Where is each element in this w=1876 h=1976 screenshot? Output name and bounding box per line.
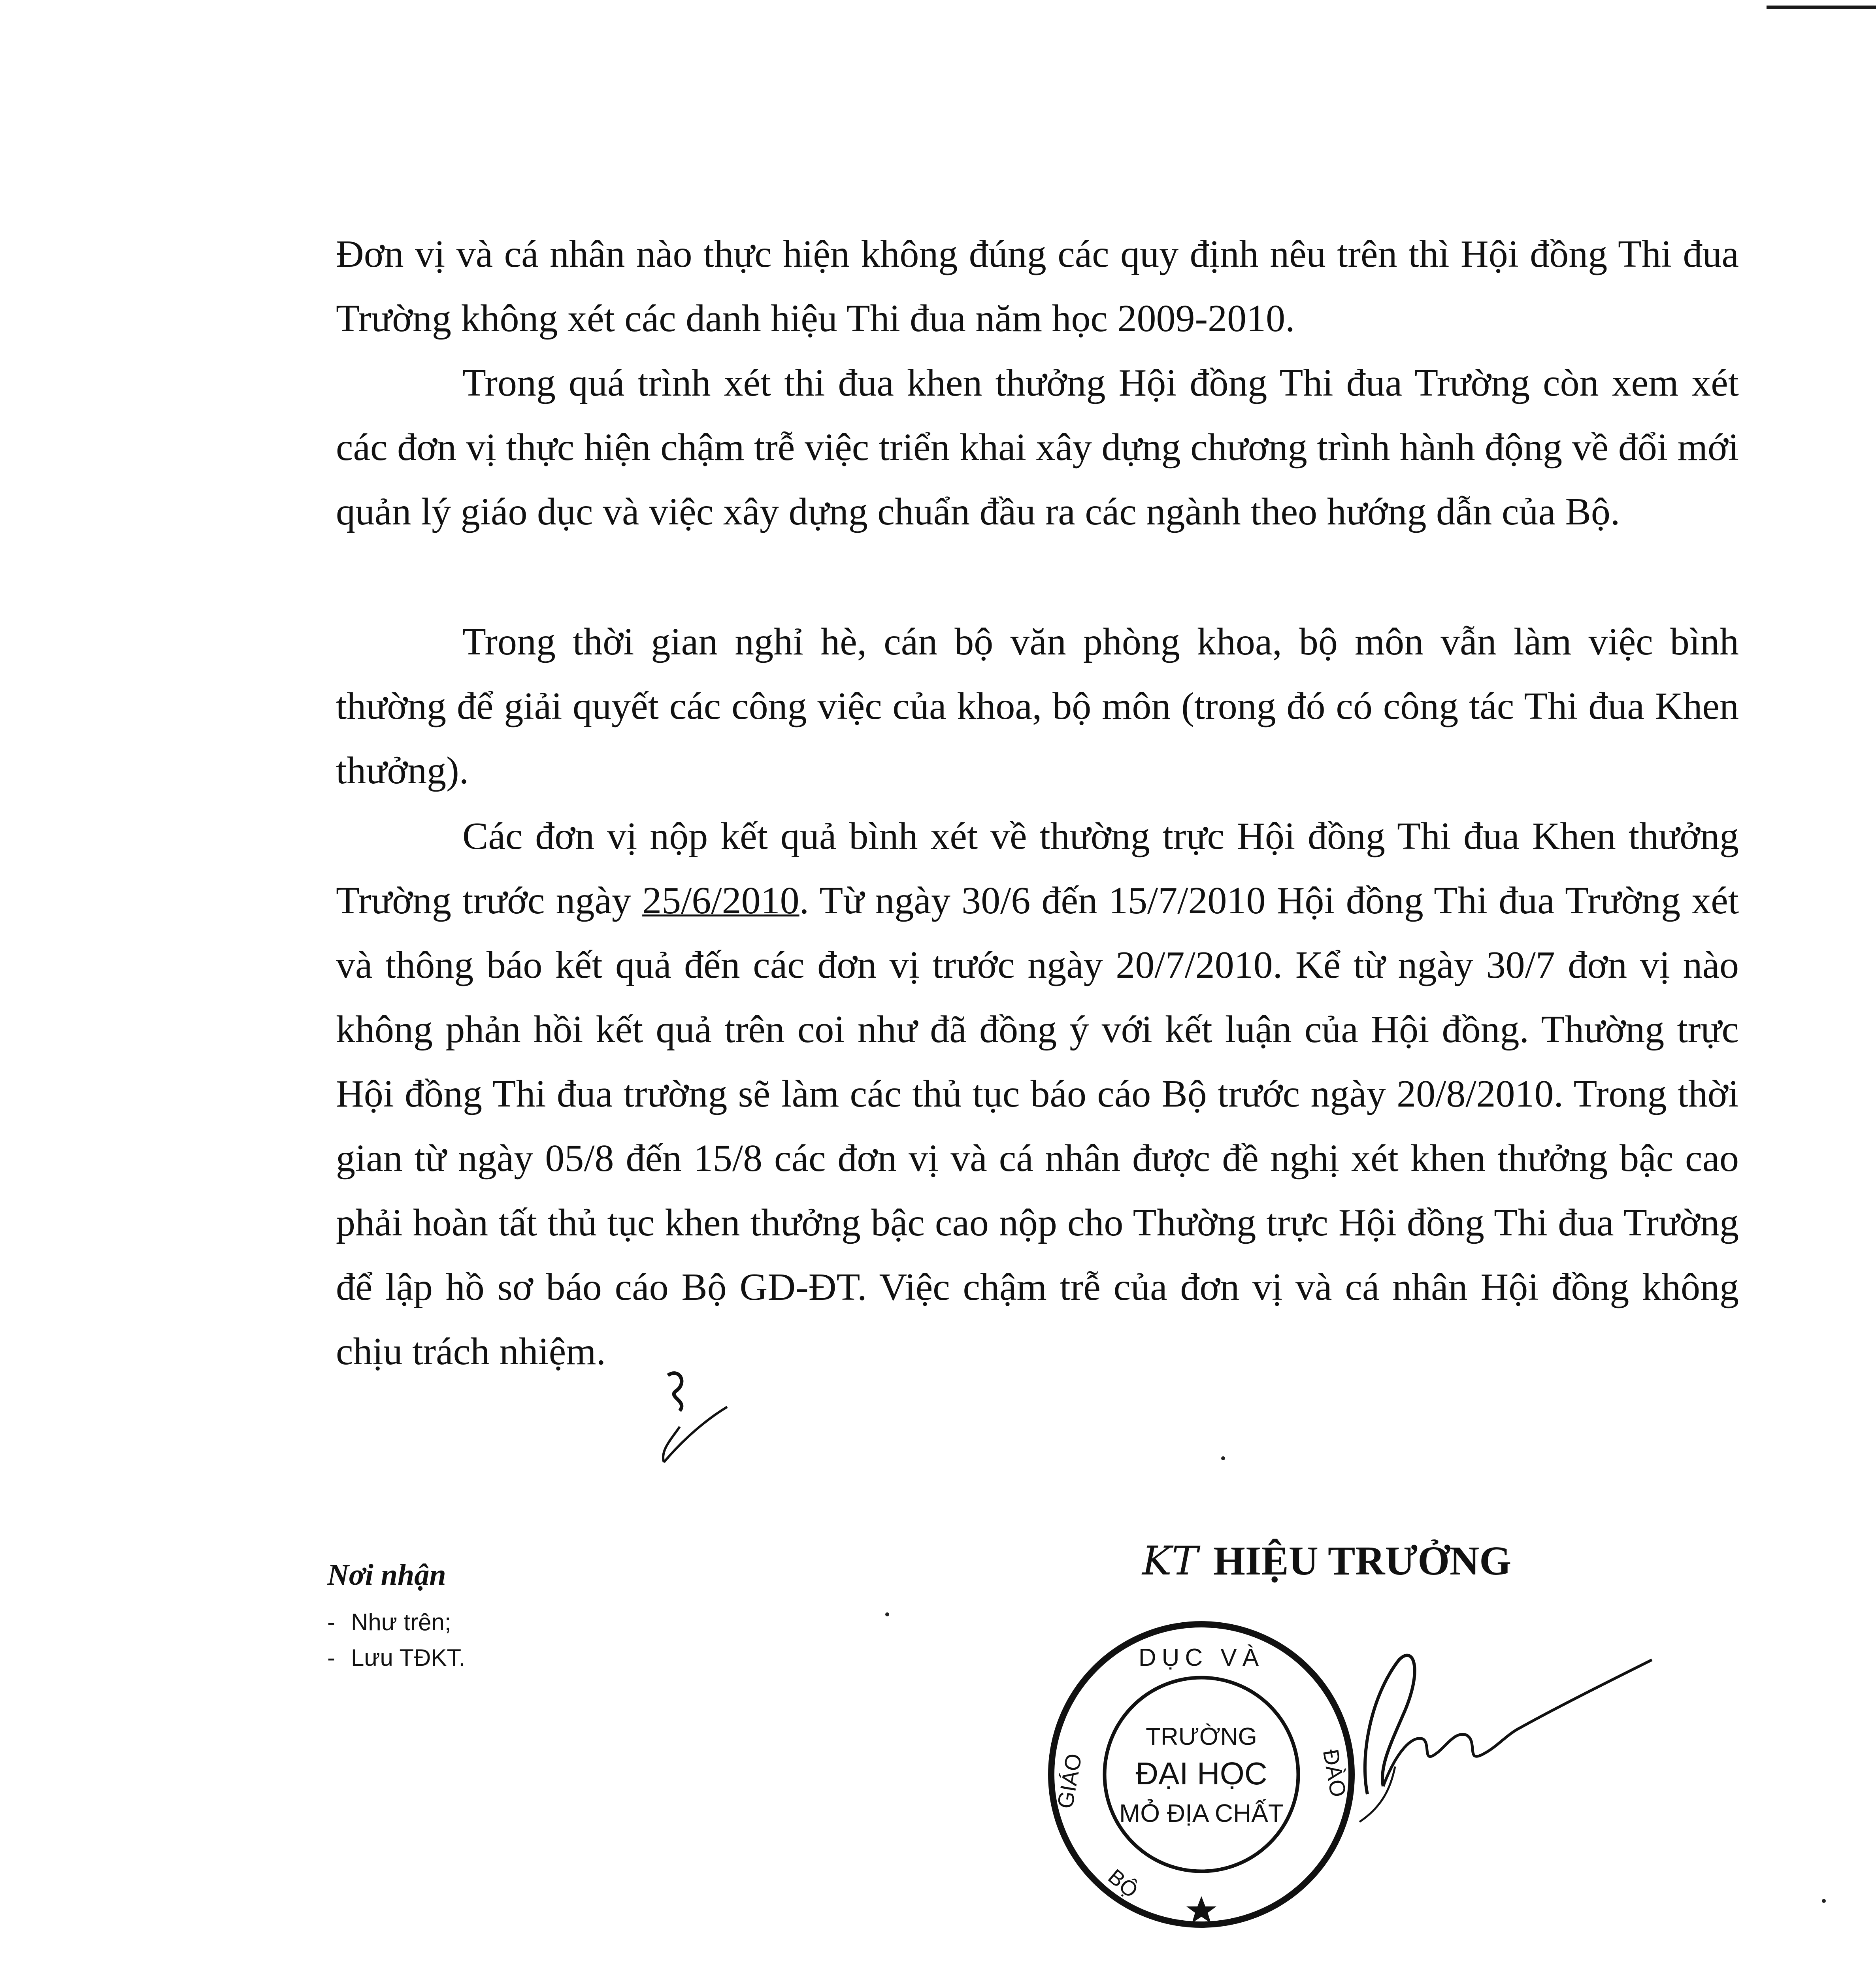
paragraph-2: Trong quá trình xét thi đua khen thưởng Hội đồng Thi đua Trường còn xem xét các đơn vị thực hiện chậm trễ việc triển khai xây dựng chương trình hành động về đổi mới quản lý giáo dục và việc xây dựng chuẩn đầu ra các ngành theo hướng dẫn của Bộ. [336, 362, 1739, 533]
recipients-title: Nơi nhận [327, 1558, 446, 1591]
svg-text:BỘ: BỘ [1103, 1865, 1143, 1903]
recipient-item-text: Như trên; [351, 1609, 451, 1635]
handwritten-signature [1336, 1636, 1660, 1834]
svg-text:ĐÀO: ĐÀO [1318, 1747, 1351, 1799]
scan-speck [885, 1612, 889, 1616]
paragraph-1: Đơn vị và cá nhân nào thực hiện không đúng các quy định nêu trên thì Hội đồng Thi đua Trường không xét các danh hiệu Thi đua năm học 2009-2010. [336, 233, 1739, 340]
svg-text:DỤC VÀ: DỤC VÀ [1138, 1644, 1265, 1671]
recipient-item: - Lưu TĐKT. [327, 1644, 466, 1671]
initial-mark [652, 1359, 731, 1478]
recipient-item-text: Lưu TĐKT. [351, 1644, 466, 1671]
svg-text:GIÁO: GIÁO [1052, 1752, 1086, 1811]
signer-position-title: HIỆU TRƯỞNG [1213, 1538, 1512, 1584]
seal-graphic [1039, 1612, 1363, 1936]
recipients-block [327, 1553, 920, 1676]
svg-text:ĐẠI HỌC: ĐẠI HỌC [1135, 1756, 1267, 1791]
scan-speck [1822, 1899, 1826, 1903]
paragraph-3: Trong thời gian nghỉ hè, cán bộ văn phòng khoa, bộ môn vẫn làm việc bình thường để giải quyết các công việc của khoa, bộ môn (trong đó có công tác Thi đua Khen thưởng). [336, 620, 1739, 792]
deadline-date: 25/6/2010 [642, 879, 799, 922]
svg-text:MỎ ĐỊA CHẤT: MỎ ĐỊA CHẤT [1119, 1799, 1284, 1827]
paragraph-4 [336, 804, 1739, 1384]
paragraph-4-text-a: Các đơn vị nộp kết quả bình xét về thường trực Hội đồng Thi đua Khen thưởng Trường trước ngày [336, 815, 1739, 922]
on-behalf-mark: KT [1142, 1538, 1198, 1584]
signature-block [1028, 1533, 1778, 1976]
paragraph-4-text-b: . Từ ngày 30/6 đến 15/7/2010 Hội đồng Thi đua Trường xét và thông báo kết quả đến các đơn vị trước ngày 20/7/2010. Kể từ ngày 30/7 đơn vị nào không phản hồi kết quả trên coi như đã đồng ý với kết luận của Hội đồng. Thường trực Hội đồng Thi đua trường sẽ làm các thủ tục báo cáo Bộ trước ngày 20/8/2010. Trong thời gian từ ngày 05/8 đến 15/8 các đơn vị và cá nhân được đề nghị xét khen thưởng bậc cao phải hoàn tất thủ tục khen thưởng bậc cao nộp cho Thường trực Hội đồng Thi đua Trường để lập hồ sơ báo cáo Bộ GD-ĐT. Việc chậm trễ của đơn vị và cá nhân Hội đồng không chịu trách nhiệm. [336, 879, 1739, 1373]
top-edge-line [1767, 6, 1876, 9]
official-seal [1039, 1612, 1363, 1936]
recipient-item: - Như trên; [327, 1609, 451, 1635]
svg-text:TRƯỜNG: TRƯỜNG [1146, 1723, 1257, 1750]
scan-speck [1221, 1456, 1225, 1460]
